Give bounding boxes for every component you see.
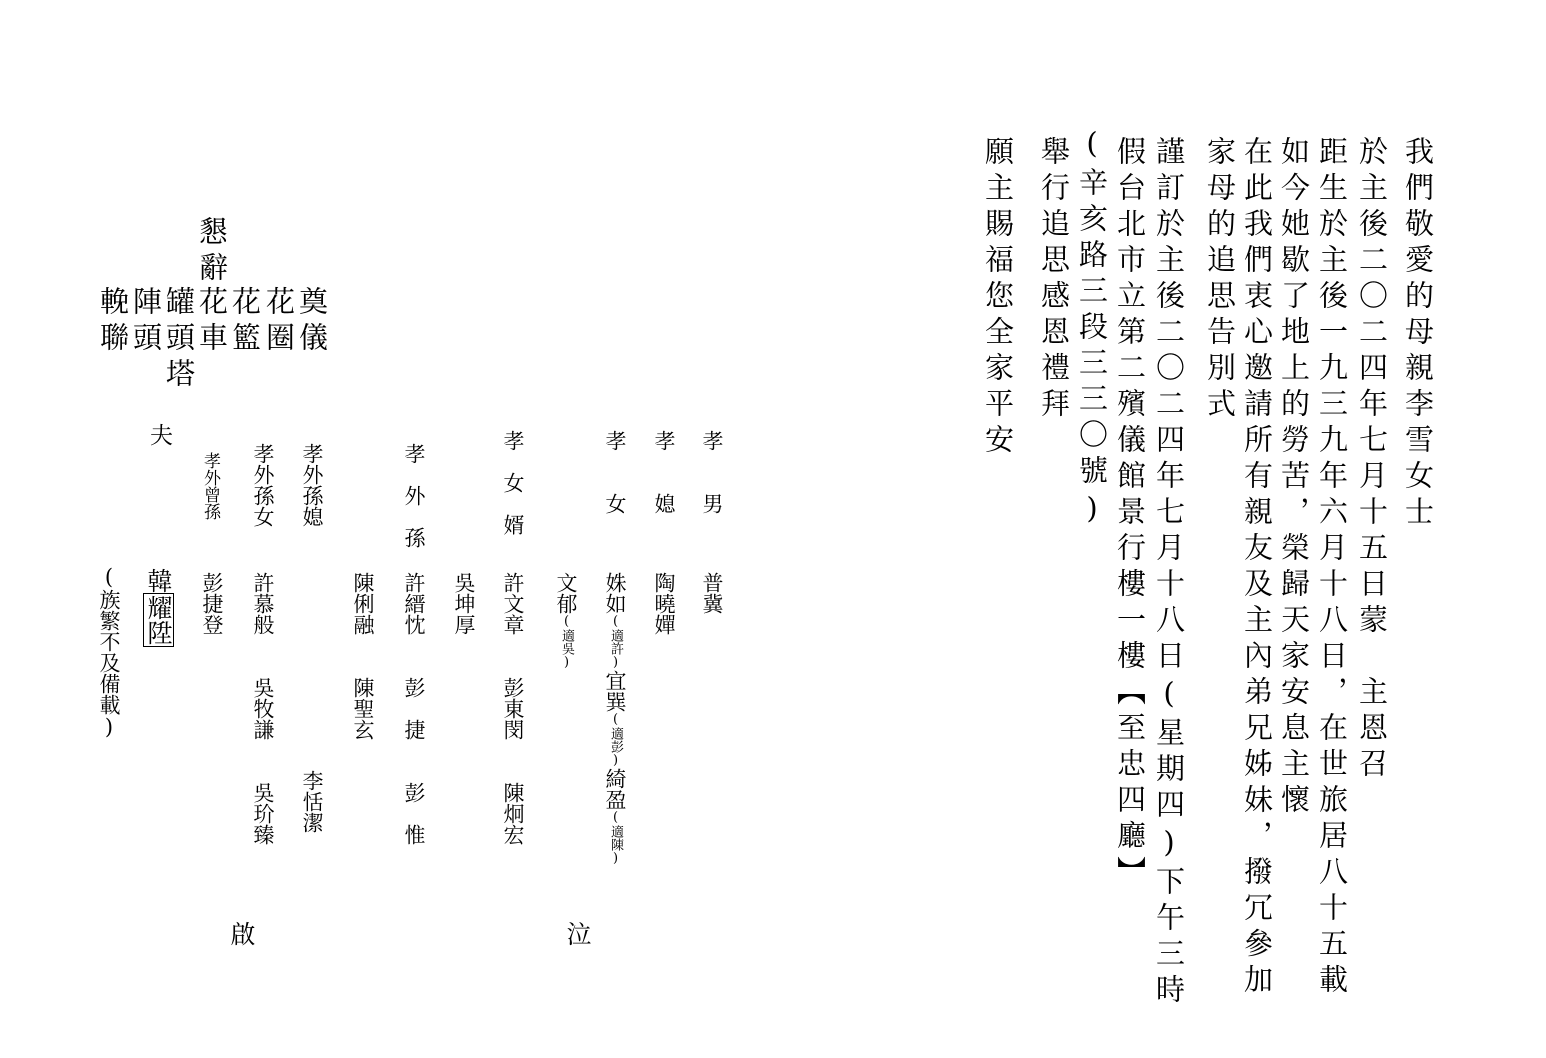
grandson-wife-label: 孝外孫媳 (300, 443, 324, 527)
grandson-label: 孝 外 孫 (402, 443, 426, 548)
decline-item-5: 罐頭塔 (162, 286, 196, 394)
daughter-note-4: (適吳) (559, 614, 574, 670)
husband-surname: 韓 (144, 568, 173, 593)
daughter-in-law-label: 孝 媳 (652, 430, 676, 514)
decline-item-1: 奠儀 (295, 286, 329, 358)
announcement-line-7: 謹訂於主後二〇二四年七月十八日(星期四)下午三時 (1152, 136, 1186, 1010)
granddaughter-names: 許慕般 吳牧謙 吳玠臻 (251, 572, 275, 845)
husband-label: 夫 (146, 423, 172, 446)
announcement-line-9: (辛亥路三段三三〇號) (1075, 126, 1109, 532)
daughter-name-1: 姝如 (603, 572, 627, 614)
granddaughter-label: 孝外孫女 (251, 443, 275, 527)
husband-given-name: 耀陞 (144, 595, 173, 645)
decline-heading: 懇辭 (195, 216, 229, 288)
decline-item-6: 陣頭 (129, 286, 163, 358)
daughter-note-1: (適許) (608, 614, 623, 670)
weeping-mark: 泣 (563, 921, 592, 946)
decline-item-7: 輓聯 (96, 286, 130, 358)
great-grandson-label: 孝外曾孫 (200, 452, 220, 520)
daughter-note-2: (適彭) (608, 712, 623, 768)
son-in-law-names-2: 吳坤厚 (452, 572, 476, 635)
son-label: 孝 男 (700, 430, 724, 514)
announcement-line-4: 如今她歇了地上的勞苦，榮歸天家安息主懷 (1277, 136, 1311, 820)
decline-item-4: 花車 (195, 286, 229, 358)
decline-item-2: 花圈 (262, 286, 296, 358)
grandson-names: 許縉忱 彭 捷 彭 惟 (402, 572, 426, 845)
announce-mark: 啟 (227, 921, 256, 946)
family-note: (族繁不及備載) (97, 565, 121, 739)
daughter-name-2: 宜巽 (603, 670, 627, 712)
daughter-in-law-names: 陶曉嬋 (652, 572, 676, 635)
son-in-law-names: 許文章 彭東閔 陳炯宏 (501, 572, 525, 845)
son-in-law-label: 孝 女 婿 (501, 430, 525, 535)
grandson-names-2: 陳俐融 陳聖玄 (351, 572, 375, 740)
husband-name (146, 568, 171, 647)
daughter-name-4 (555, 572, 576, 670)
announcement-line-5: 在此我們衷心邀請所有親友及主內弟兄姊妹，撥冗參加 (1240, 136, 1274, 1000)
daughter-name-4-text: 文郁 (554, 572, 578, 614)
great-grandson-names: 彭捷登 (200, 572, 224, 635)
announcement-line-3: 距生於主後一九三九年六月十八日，在世旅居八十五載 (1315, 136, 1349, 1000)
announcement-line-2: 於主後二〇二四年七月十五日蒙 主恩召 (1355, 136, 1389, 784)
announcement-line-6: 家母的追思告別式 (1203, 136, 1237, 424)
daughter-label: 孝 女 (603, 430, 627, 514)
announcement-line-8: 假台北市立第二殯儀館景行樓一樓【至忠四廳】 (1113, 136, 1147, 892)
announcement-line-10: 舉行追思感恩禮拜 (1037, 136, 1071, 424)
announcement-line-11: 願主賜福您全家平安 (981, 136, 1015, 460)
daughter-note-3: (適陳) (608, 810, 623, 866)
son-names: 普冀 (700, 572, 724, 614)
announcement-line-1: 我們敬愛的母親李雪女士 (1401, 136, 1435, 532)
daughter-names (604, 572, 625, 866)
decline-item-3: 花籃 (228, 286, 262, 358)
grandson-wife-names: 李恬潔 (300, 770, 324, 833)
daughter-name-3: 綺盈 (603, 768, 627, 810)
